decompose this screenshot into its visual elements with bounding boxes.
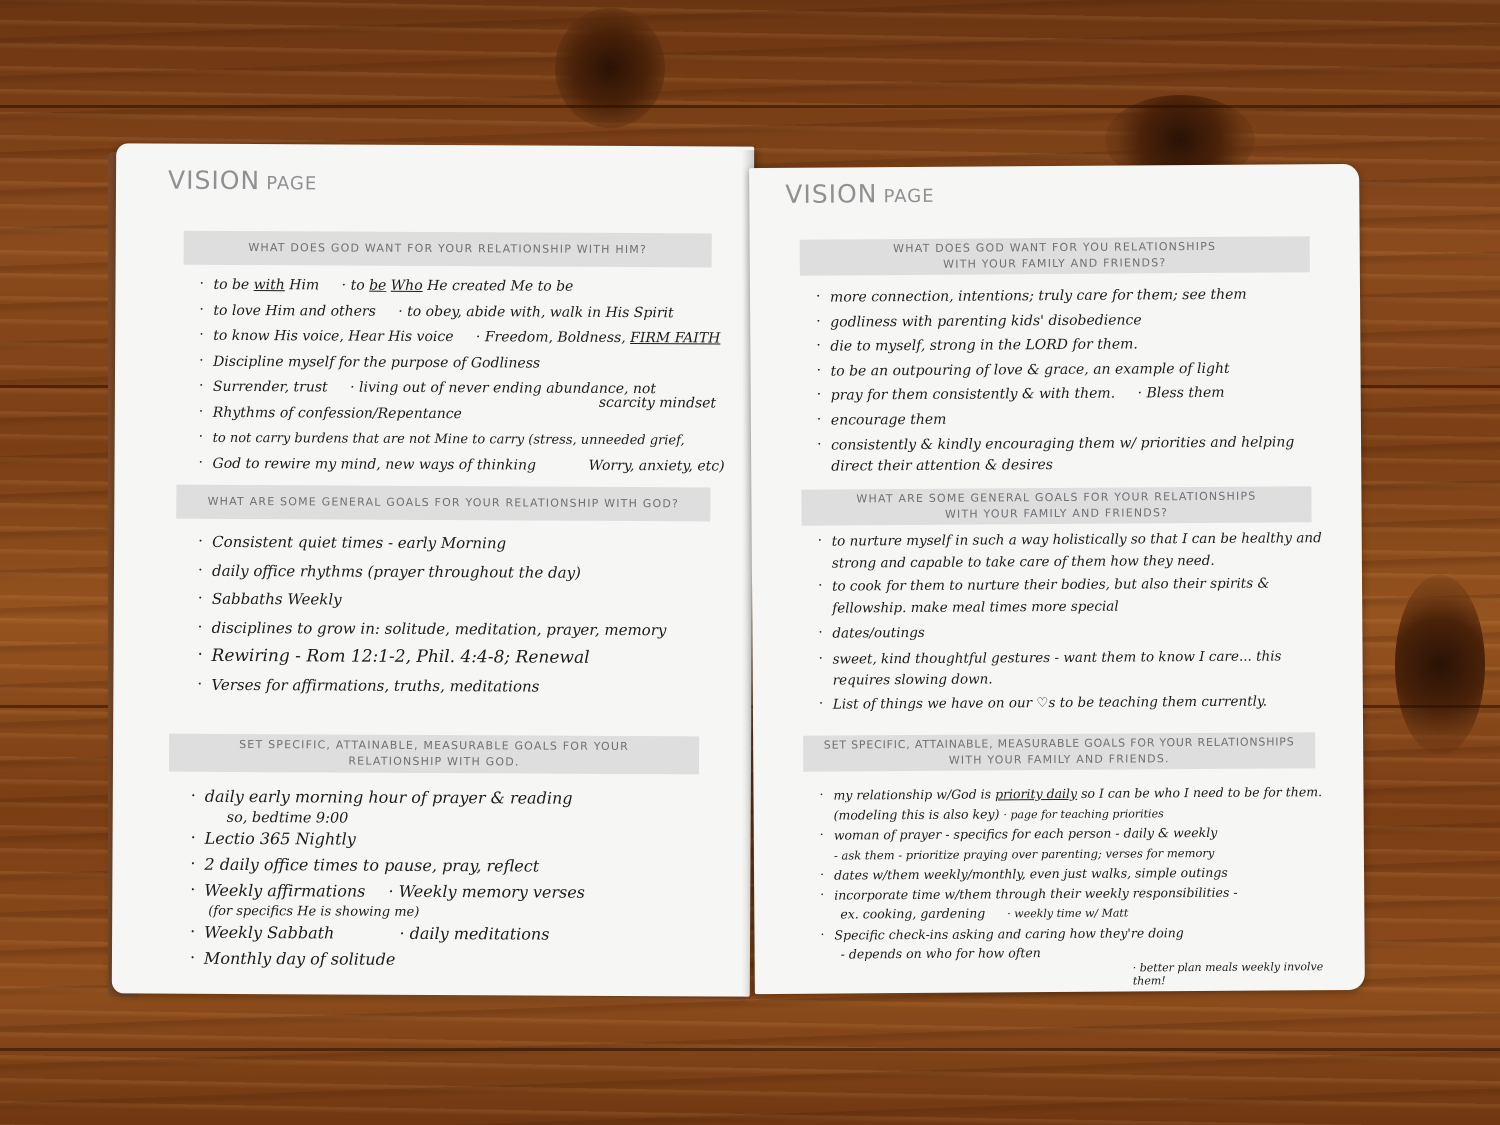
note-line: · Weekly Sabbath · daily meditations <box>190 920 730 949</box>
note-line: · my relationship w/God is priority daily so I can be who I need to be for them. (modeling this is also key) · page for teaching priorities <box>819 782 1355 826</box>
section-heading: WHAT ARE SOME GENERAL GOALS FOR YOUR RELATIONSHIPS WITH YOUR FAMILY AND FRIENDS? <box>801 486 1311 526</box>
handwritten-notes <box>816 282 1337 478</box>
section-heading: WHAT ARE SOME GENERAL GOALS FOR YOUR RELATIONSHIP WITH GOD? <box>176 485 710 522</box>
note-line: · Consistent quiet times - early Morning <box>198 528 738 559</box>
note-line: · to not carry burdens that are not Mine to carry (stress, unneeded grief, <box>199 426 749 454</box>
note-line: · Rewiring - Rom 12:1-2, Phil. 4:4-8; Renewal <box>197 642 737 673</box>
note-line: · 2 daily office times to pause, pray, reflect <box>190 852 730 881</box>
section-heading: WHAT DOES GOD WANT FOR YOU RELATIONSHIPS WITH YOUR FAMILY AND FRIENDS? <box>800 236 1310 276</box>
handwritten-notes <box>818 528 1339 716</box>
note-line: · Rhythms of confession/Repentance scarcity mindset <box>199 400 749 428</box>
note-line: · to know His voice, Hear His voice · Freedom, Boldness, FIRM FAITH <box>199 324 749 352</box>
page-title-sub: PAGE <box>883 185 935 208</box>
wood-plank-seam <box>0 105 1500 108</box>
note-line: · daily office rhythms (prayer throughout the day) <box>198 556 738 587</box>
page-title-main: VISION <box>785 179 878 209</box>
note-line: · Discipline myself for the purpose of Godliness <box>199 349 749 377</box>
note-line: · Monthly day of solitude <box>190 946 730 975</box>
note-line: · Specific check-ins asking and caring how they're doing - depends on who for how often · better plan meals weekly involve them! <box>820 921 1356 964</box>
handwritten-notes <box>819 782 1356 987</box>
section-heading: SET SPECIFIC, ATTAINABLE, MEASURABLE GOALS FOR YOUR RELATIONSHIP WITH GOD. <box>169 734 699 775</box>
note-line: · encourage them <box>817 405 1337 433</box>
handwritten-notes <box>190 784 731 975</box>
note-line: · consistently & kindly encouraging them w/ priorities and helping direct their attention & desires <box>817 432 1337 478</box>
note-line: · die to myself, strong in the LORD for them. <box>816 331 1336 359</box>
right-page <box>749 164 1365 994</box>
note-line: · to love Him and others · to obey, abide with, walk in His Spirit <box>199 298 749 326</box>
handwritten-notes <box>197 528 738 702</box>
page-title <box>168 166 317 196</box>
section-heading: WHAT DOES GOD WANT FOR YOUR RELATIONSHIP WITH HIM? <box>184 231 712 268</box>
note-line: · more connection, intentions; truly care for them; see them <box>816 282 1336 310</box>
note-line: · Surrender, trust · living out of never ending abundance, not <box>199 375 749 403</box>
page-title-main: VISION <box>167 165 261 196</box>
note-line: · dates w/them weekly/monthly, even just walks, simple outings <box>820 862 1356 885</box>
note-line: · Lectio 365 Nightly <box>191 826 731 855</box>
note-line: · incorporate time w/them through their weekly responsibilities - ex. cooking, gardening · weekly time w/ Matt <box>820 881 1356 925</box>
note-line: · woman of prayer - specifics for each person - daily & weekly - ask them - prioritize praying over parenting; verses for memory <box>820 822 1356 866</box>
page-title <box>785 179 934 209</box>
note-line: · dates/outings <box>818 620 1338 645</box>
note-line: · pray for them consistently & with them. · Bless them <box>817 380 1337 408</box>
note-line: · godliness with parenting kids' disobedience <box>816 307 1336 335</box>
note-line: · to be with Him · to be Who He created Me to be <box>199 273 749 301</box>
handwritten-notes <box>198 273 749 480</box>
note-line: · List of things we have on our ♡s to be teaching them currently. <box>819 691 1339 716</box>
page-title-sub: PAGE <box>266 173 318 195</box>
section-heading: SET SPECIFIC, ATTAINABLE, MEASURABLE GOALS FOR YOUR RELATIONSHIPS WITH YOUR FAMILY AND FRIENDS. <box>803 732 1315 772</box>
note-line: · to nurture myself in such a way holistically so that I can be healthy and strong and capable to take care of them how they need. <box>818 528 1338 575</box>
note-line: · disciplines to grow in: solitude, meditation, prayer, memory <box>198 613 738 644</box>
wood-plank-seam <box>0 1048 1500 1051</box>
wood-knot <box>555 8 665 128</box>
note-line: · daily early morning hour of prayer & reading so, bedtime 9:00 <box>191 784 731 829</box>
note-line: · Sabbaths Weekly <box>198 585 738 616</box>
note-line: · Weekly affirmations · Weekly memory verses (for specifics He is showing me) <box>190 878 730 923</box>
wood-knot <box>1395 575 1485 755</box>
note-line: · to cook for them to nurture their bodies, but also their spirits & fellowship. make meal times more special <box>818 573 1338 620</box>
note-line: · sweet, kind thoughtful gestures - want them to know I care... this requires slowing down. <box>818 646 1338 693</box>
note-line: · Verses for affirmations, truths, meditations <box>197 670 737 701</box>
left-page <box>112 143 754 996</box>
note-line: · to be an outpouring of love & grace, an example of light <box>816 356 1336 384</box>
note-line: · God to rewire my mind, new ways of thinking Worry, anxiety, etc) <box>198 451 748 479</box>
